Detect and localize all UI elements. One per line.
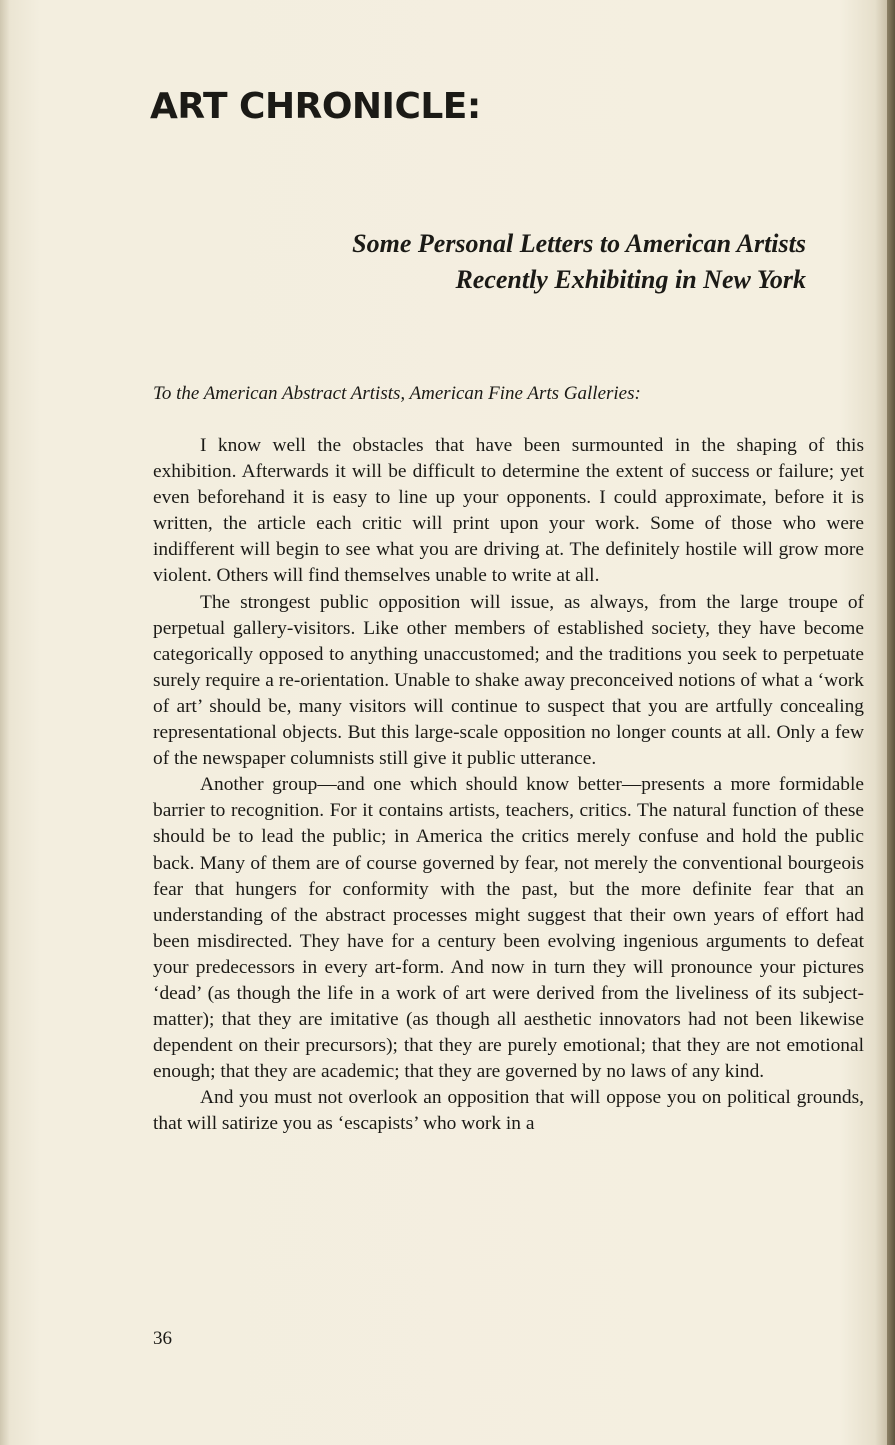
section-heading: ART CHRONICLE: <box>150 86 481 127</box>
article-title-line-1: Some Personal Letters to American Artists <box>352 229 806 258</box>
paragraph-2: The strongest public opposition will issue, as always, from the large troupe of perpetual gallery-visitors. Like other members of established society, they have become categorically opposed to anything unaccustomed; and the traditions you seek to perpetuate surely require a re-orientation. Unable to shake away preconceived notions of what a ‘work of art’ should be, many visitors will continue to suspect that you are artfully concealing representational objects. But this large-scale opposition no longer counts at all. Only a few of the newspaper columnists still give it public utterance. <box>153 591 864 770</box>
article-title-line-2: Recently Exhibiting in New York <box>455 265 806 294</box>
paragraph-3: Another group—and one which should know better—presents a more formidable barrier to recognition. For it contains artists, teachers, critics. The natural function of these should be to lead the public; in America the critics merely confuse and hold the public back. Many of them are of course governed by fear, not merely the conventional bourgeois fear that hungers for conformity with the past, but the more definite fear that an understanding of the abstract processes might suggest that their own years of effort had been misdirected. They have for a century been evolving ingenious arguments to defeat your predecessors in every art-form. And now in turn they will pronounce your pictures ‘dead’ (as though the life in a work of art were derived from the liveliness of its subject-matter); that they are imitative (as though all aesthetic innovators had not been likewise dependent on their precursors); that they are purely emotional; that they are not emotional enough; that they are academic; that they are governed by no laws of any kind. <box>153 774 864 1083</box>
page-edge-shadow <box>887 0 895 1445</box>
letter-body <box>153 433 864 1138</box>
paragraph-1: I know well the obstacles that have been surmounted in the shaping of this exhibition. Afterwards it will be difficult to determine the extent of success or failure; yet even beforehand it is easy to line up your opponents. I could approximate, before it is written, the article each critic will print upon your work. Some of those who were indifferent will begin to see what you are driving at. The definitely hostile will grow more violent. Others will find themselves unable to write at all. <box>153 435 864 587</box>
letter-address: To the American Abstract Artists, American Fine Arts Galleries: <box>153 383 641 404</box>
page-number: 36 <box>153 1328 172 1349</box>
paragraph-4: And you must not overlook an opposition that will oppose you on political grounds, that will satirize you as ‘escapists’ who work in a <box>153 1087 864 1135</box>
article-title <box>150 226 806 298</box>
